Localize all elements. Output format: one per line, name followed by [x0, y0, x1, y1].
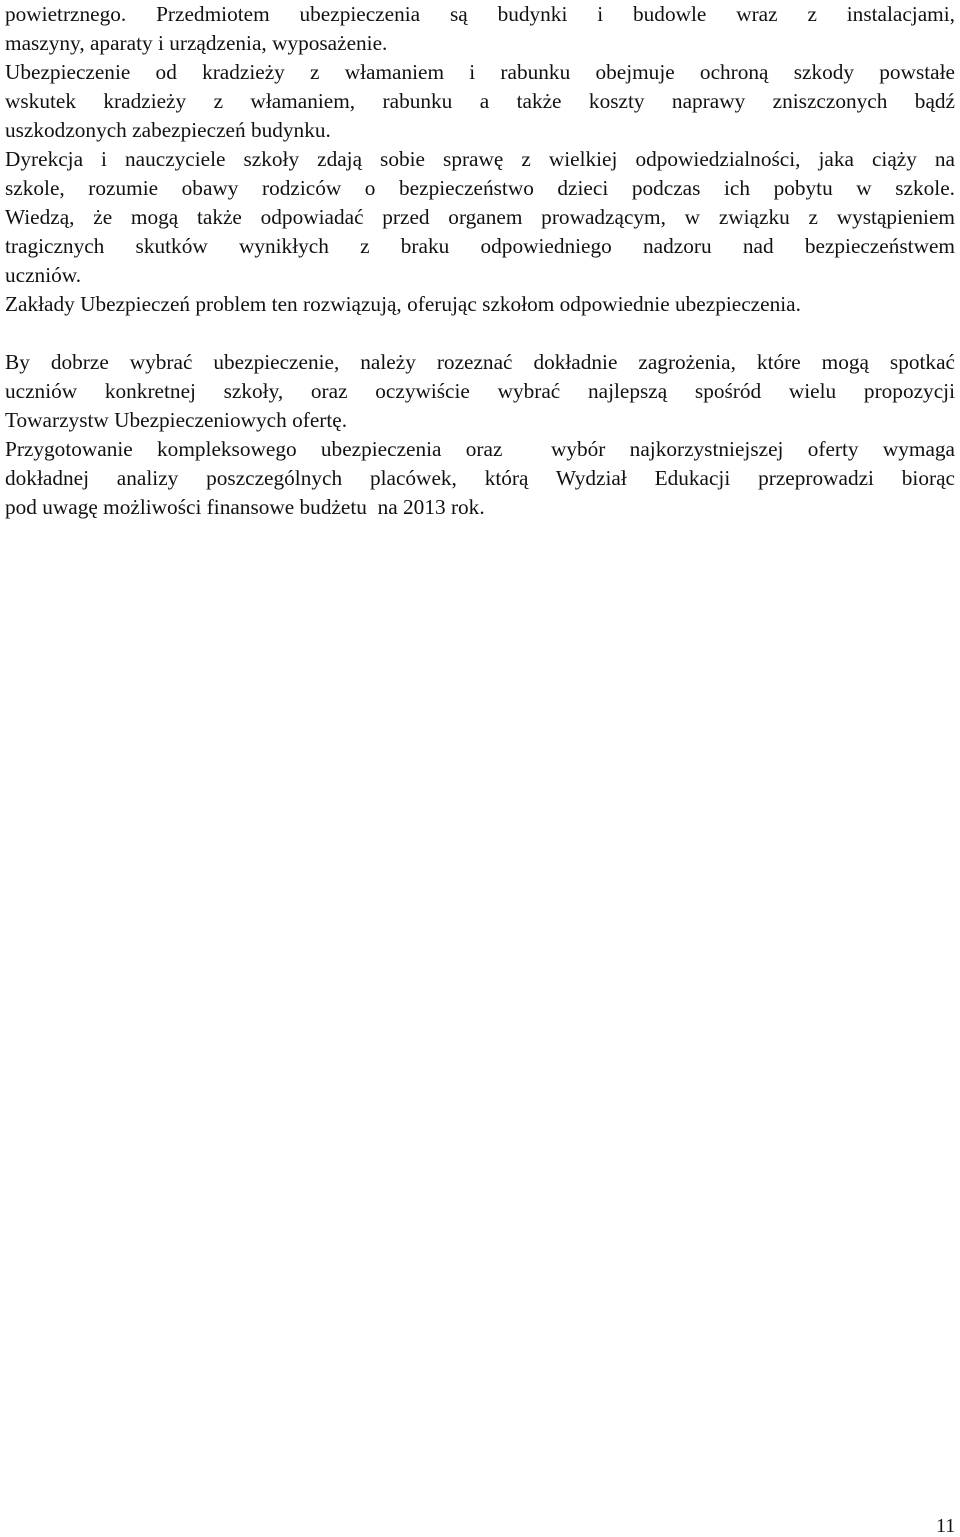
text-line: dokładnej analizy poszczególnych placówek, którą Wydział Edukacji przeprowadzi biorąc	[5, 466, 955, 490]
text-line: tragicznych skutków wynikłych z braku odpowiedniego nadzoru nad bezpieczeństwem	[5, 234, 955, 258]
text-line: Ubezpieczenie od kradzieży z włamaniem i rabunku obejmuje ochroną szkody powstałe	[5, 60, 955, 84]
paragraph-insurance-companies	[5, 290, 955, 319]
text-line: maszyny, aparaty i urządzenia, wyposażenie.	[5, 31, 388, 55]
text-line: Zakłady Ubezpieczeń problem ten rozwiązują, oferując szkołom odpowiednie ubezpieczenia.	[5, 292, 801, 316]
text-line: uszkodzonych zabezpieczeń budynku.	[5, 118, 331, 142]
text-line: wskutek kradzieży z włamaniem, rabunku a także koszty naprawy zniszczonych bądź	[5, 89, 955, 113]
text-line: Przygotowanie kompleksowego ubezpieczenia oraz wybór najkorzystniejszej oferty wymaga	[5, 437, 955, 461]
text-line: uczniów.	[5, 263, 82, 287]
text-line: Towarzystw Ubezpieczeniowych ofertę.	[5, 408, 348, 432]
paragraph-insurance-scope	[5, 0, 955, 58]
paragraph-school-responsibility	[5, 145, 955, 290]
text-line: uczniów konkretnej szkoły, oraz oczywiście wybrać najlepszą spośród wielu propozycji	[5, 379, 955, 403]
paragraph-preparation	[5, 435, 955, 522]
paragraph-choosing-insurance	[5, 348, 955, 435]
text-line: powietrznego. Przedmiotem ubezpieczenia są budynki i budowle wraz z instalacjami,	[5, 2, 955, 26]
paragraph-gap	[5, 319, 955, 348]
page-number: 11	[936, 1515, 956, 1537]
text-line: szkole, rozumie obawy rodziców o bezpieczeństwo dzieci podczas ich pobytu w szkole.	[5, 176, 955, 200]
text-line: By dobrze wybrać ubezpieczenie, należy rozeznać dokładnie zagrożenia, które mogą spotkać	[5, 350, 955, 374]
text-line: Dyrekcja i nauczyciele szkoły zdają sobie sprawę z wielkiej odpowiedzialności, jaka ciąży na	[5, 147, 955, 171]
paragraph-theft-insurance	[5, 58, 955, 145]
text-line: pod uwagę możliwości finansowe budżetu na 2013 rok.	[5, 495, 485, 519]
document-page	[5, 0, 955, 522]
text-line: Wiedzą, że mogą także odpowiadać przed organem prowadzącym, w związku z wystąpieniem	[5, 205, 955, 229]
